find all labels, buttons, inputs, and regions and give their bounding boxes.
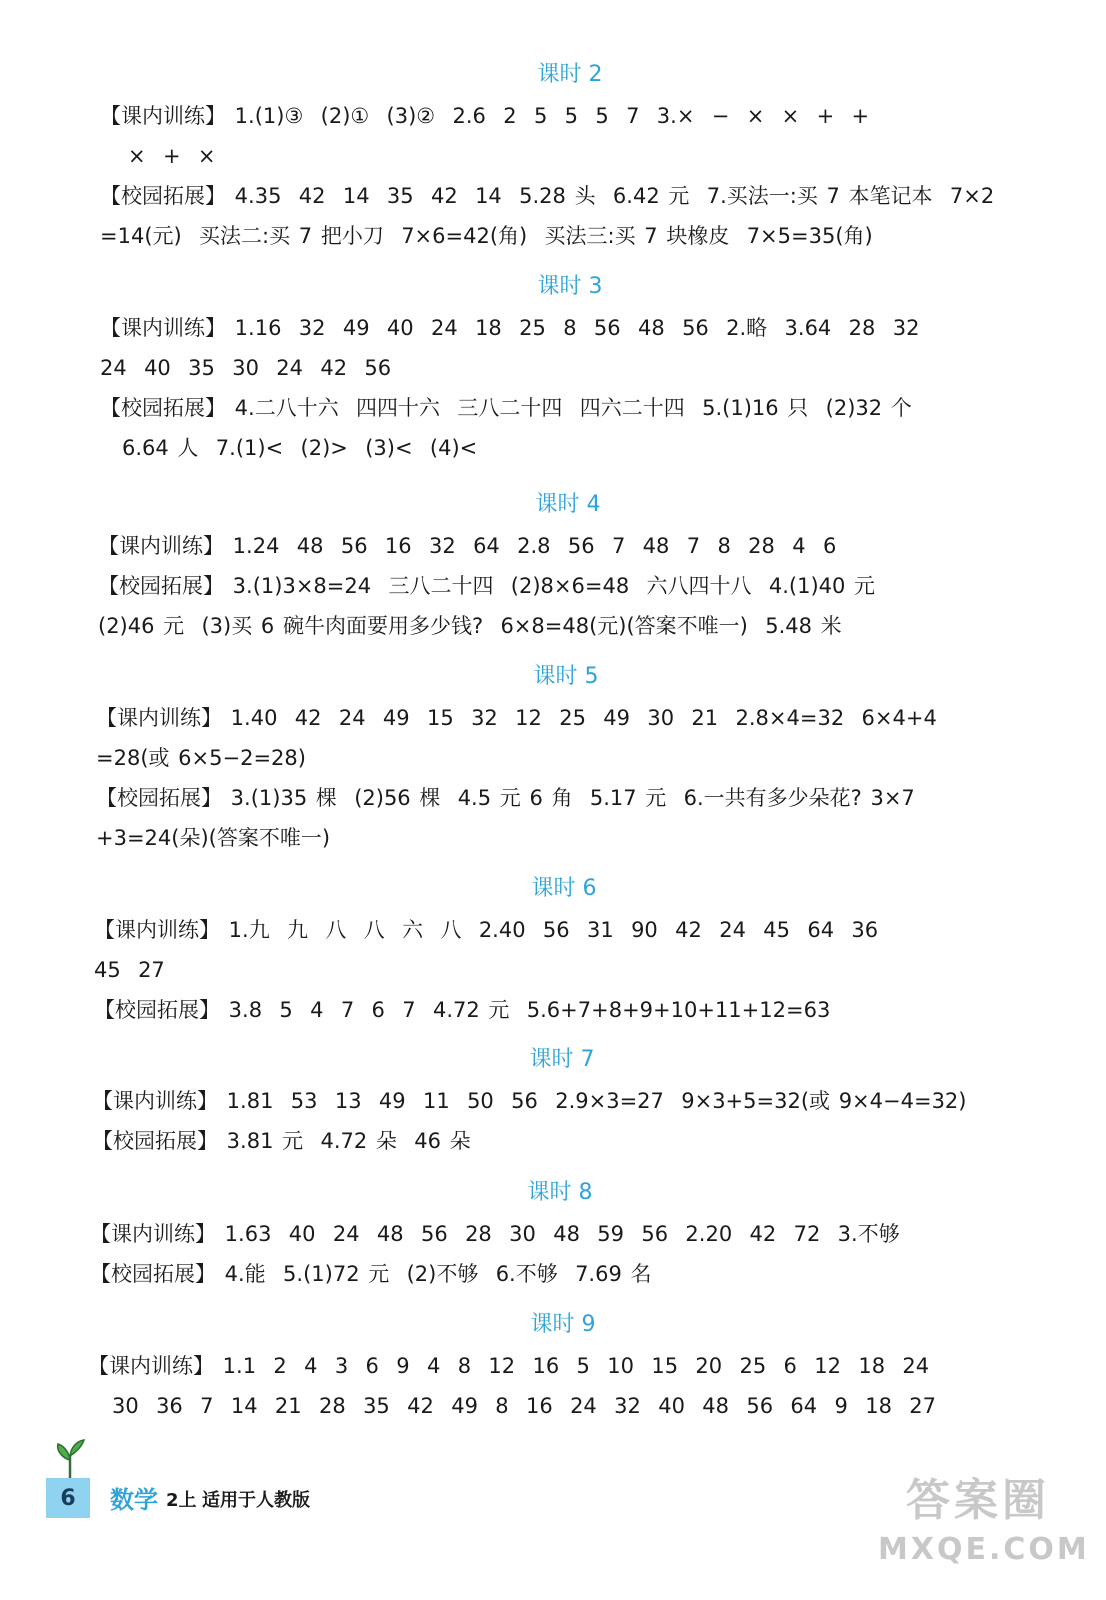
section-title: 课时 5 (533, 664, 599, 689)
answer-row: 【课内训练】 1.81 53 13 49 11 50 56 2.9×3=27 9×3+5=32(或 9×4−4=32) (92, 1089, 967, 1113)
answer-row: 【校园拓展】 3.8 5 4 7 6 7 4.72 元 5.6+7+8+9+10+11+12=63 (94, 998, 831, 1022)
section-title: 课时 4 (535, 492, 601, 517)
watermark-url: MXQE.COM (878, 1532, 1090, 1567)
answer-row: 【校园拓展】 4.能 5.(1)72 元 (2)不够 6.不够 7.69 名 (90, 1262, 652, 1286)
section-lesson-3 (100, 272, 1040, 468)
edition-label: 适用于人教版 (202, 1490, 310, 1511)
answer-row: 【校园拓展】 4.35 42 14 35 42 14 5.28 头 6.42 元 7.买法一:买 7 本笔记本 7×2 (100, 184, 995, 208)
section-title: 课时 9 (530, 1312, 596, 1337)
answer-row: 45 27 (94, 958, 165, 982)
section-lesson-6 (94, 874, 1034, 1030)
answer-row: × + × (128, 144, 216, 168)
section-title: 课时 2 (537, 62, 603, 87)
section-lesson-8 (90, 1178, 1030, 1294)
answer-row: 30 36 7 14 21 28 35 42 49 8 16 24 32 40 48 56 64 9 18 27 (112, 1394, 937, 1418)
section-title: 课时 7 (529, 1047, 595, 1072)
sprout-icon (52, 1438, 88, 1478)
answer-row: 【校园拓展】 3.(1)35 棵 (2)56 棵 4.5 元 6 角 5.17 元 6.一共有多少朵花? 3×7 (96, 786, 915, 810)
answer-row: 24 40 35 30 24 42 56 (100, 356, 392, 380)
page-footer (40, 1438, 440, 1528)
section-lesson-2 (100, 60, 1040, 256)
answer-row: 【课内训练】 1.1 2 4 3 6 9 4 8 12 16 5 10 15 20 25 6 12 18 24 (88, 1354, 930, 1378)
answer-row: 【课内训练】 1.40 42 24 49 15 32 12 25 49 30 21 2.8×4=32 6×4+4 (96, 706, 937, 730)
subject-label: 数学 (110, 1486, 158, 1514)
answer-row: =28(或 6×5−2=28) (96, 746, 306, 770)
answer-row: 【课内训练】 1.63 40 24 48 56 28 30 48 59 56 2.20 42 72 3.不够 (90, 1222, 900, 1246)
section-lesson-5 (96, 662, 1036, 858)
watermark-text: 答案圈 (906, 1475, 1050, 1526)
section-lesson-4 (98, 490, 1038, 646)
answer-row: +3=24(朵)(答案不唯一) (96, 826, 331, 850)
grade-label: 2上 (166, 1490, 197, 1511)
answer-row: 【课内训练】 1.九 九 八 八 六 八 2.40 56 31 90 42 24 45 64 36 (94, 918, 879, 942)
section-lesson-9 (88, 1310, 1038, 1426)
answer-row: 【校园拓展】 4.二八十六 四四十六 三八二十四 四六二十四 5.(1)16 只 (2)32 个 (100, 396, 912, 420)
section-title: 课时 6 (531, 876, 597, 901)
answer-row: (2)46 元 (3)买 6 碗牛肉面要用多少钱? 6×8=48(元)(答案不唯一) 5.48 米 (98, 614, 842, 638)
answer-row: 【校园拓展】 3.(1)3×8=24 三八二十四 (2)8×6=48 六八四十八 4.(1)40 元 (98, 574, 876, 598)
answer-row: 【课内训练】 1.24 48 56 16 32 64 2.8 56 7 48 7 8 28 4 6 (98, 534, 837, 558)
section-title: 课时 8 (527, 1180, 593, 1205)
section-lesson-7 (92, 1045, 1032, 1161)
page-number: 6 (46, 1478, 90, 1518)
watermark-logo (878, 1470, 1090, 1580)
answer-row: 【课内训练】 1.16 32 49 40 24 18 25 8 56 48 56 2.略 3.64 28 32 (100, 316, 920, 340)
answer-row: 6.64 人 7.(1)< (2)> (3)< (4)< (122, 436, 478, 460)
answer-row: =14(元) 买法二:买 7 把小刀 7×6=42(角) 买法三:买 7 块橡皮 7×5=35(角) (100, 224, 873, 248)
section-title: 课时 3 (537, 274, 603, 299)
answer-row: 【课内训练】 1.(1)③ (2)① (3)② 2.6 2 5 5 5 7 3.× − × × + + (100, 104, 870, 128)
answer-row: 【校园拓展】 3.81 元 4.72 朵 46 朵 (92, 1129, 471, 1153)
